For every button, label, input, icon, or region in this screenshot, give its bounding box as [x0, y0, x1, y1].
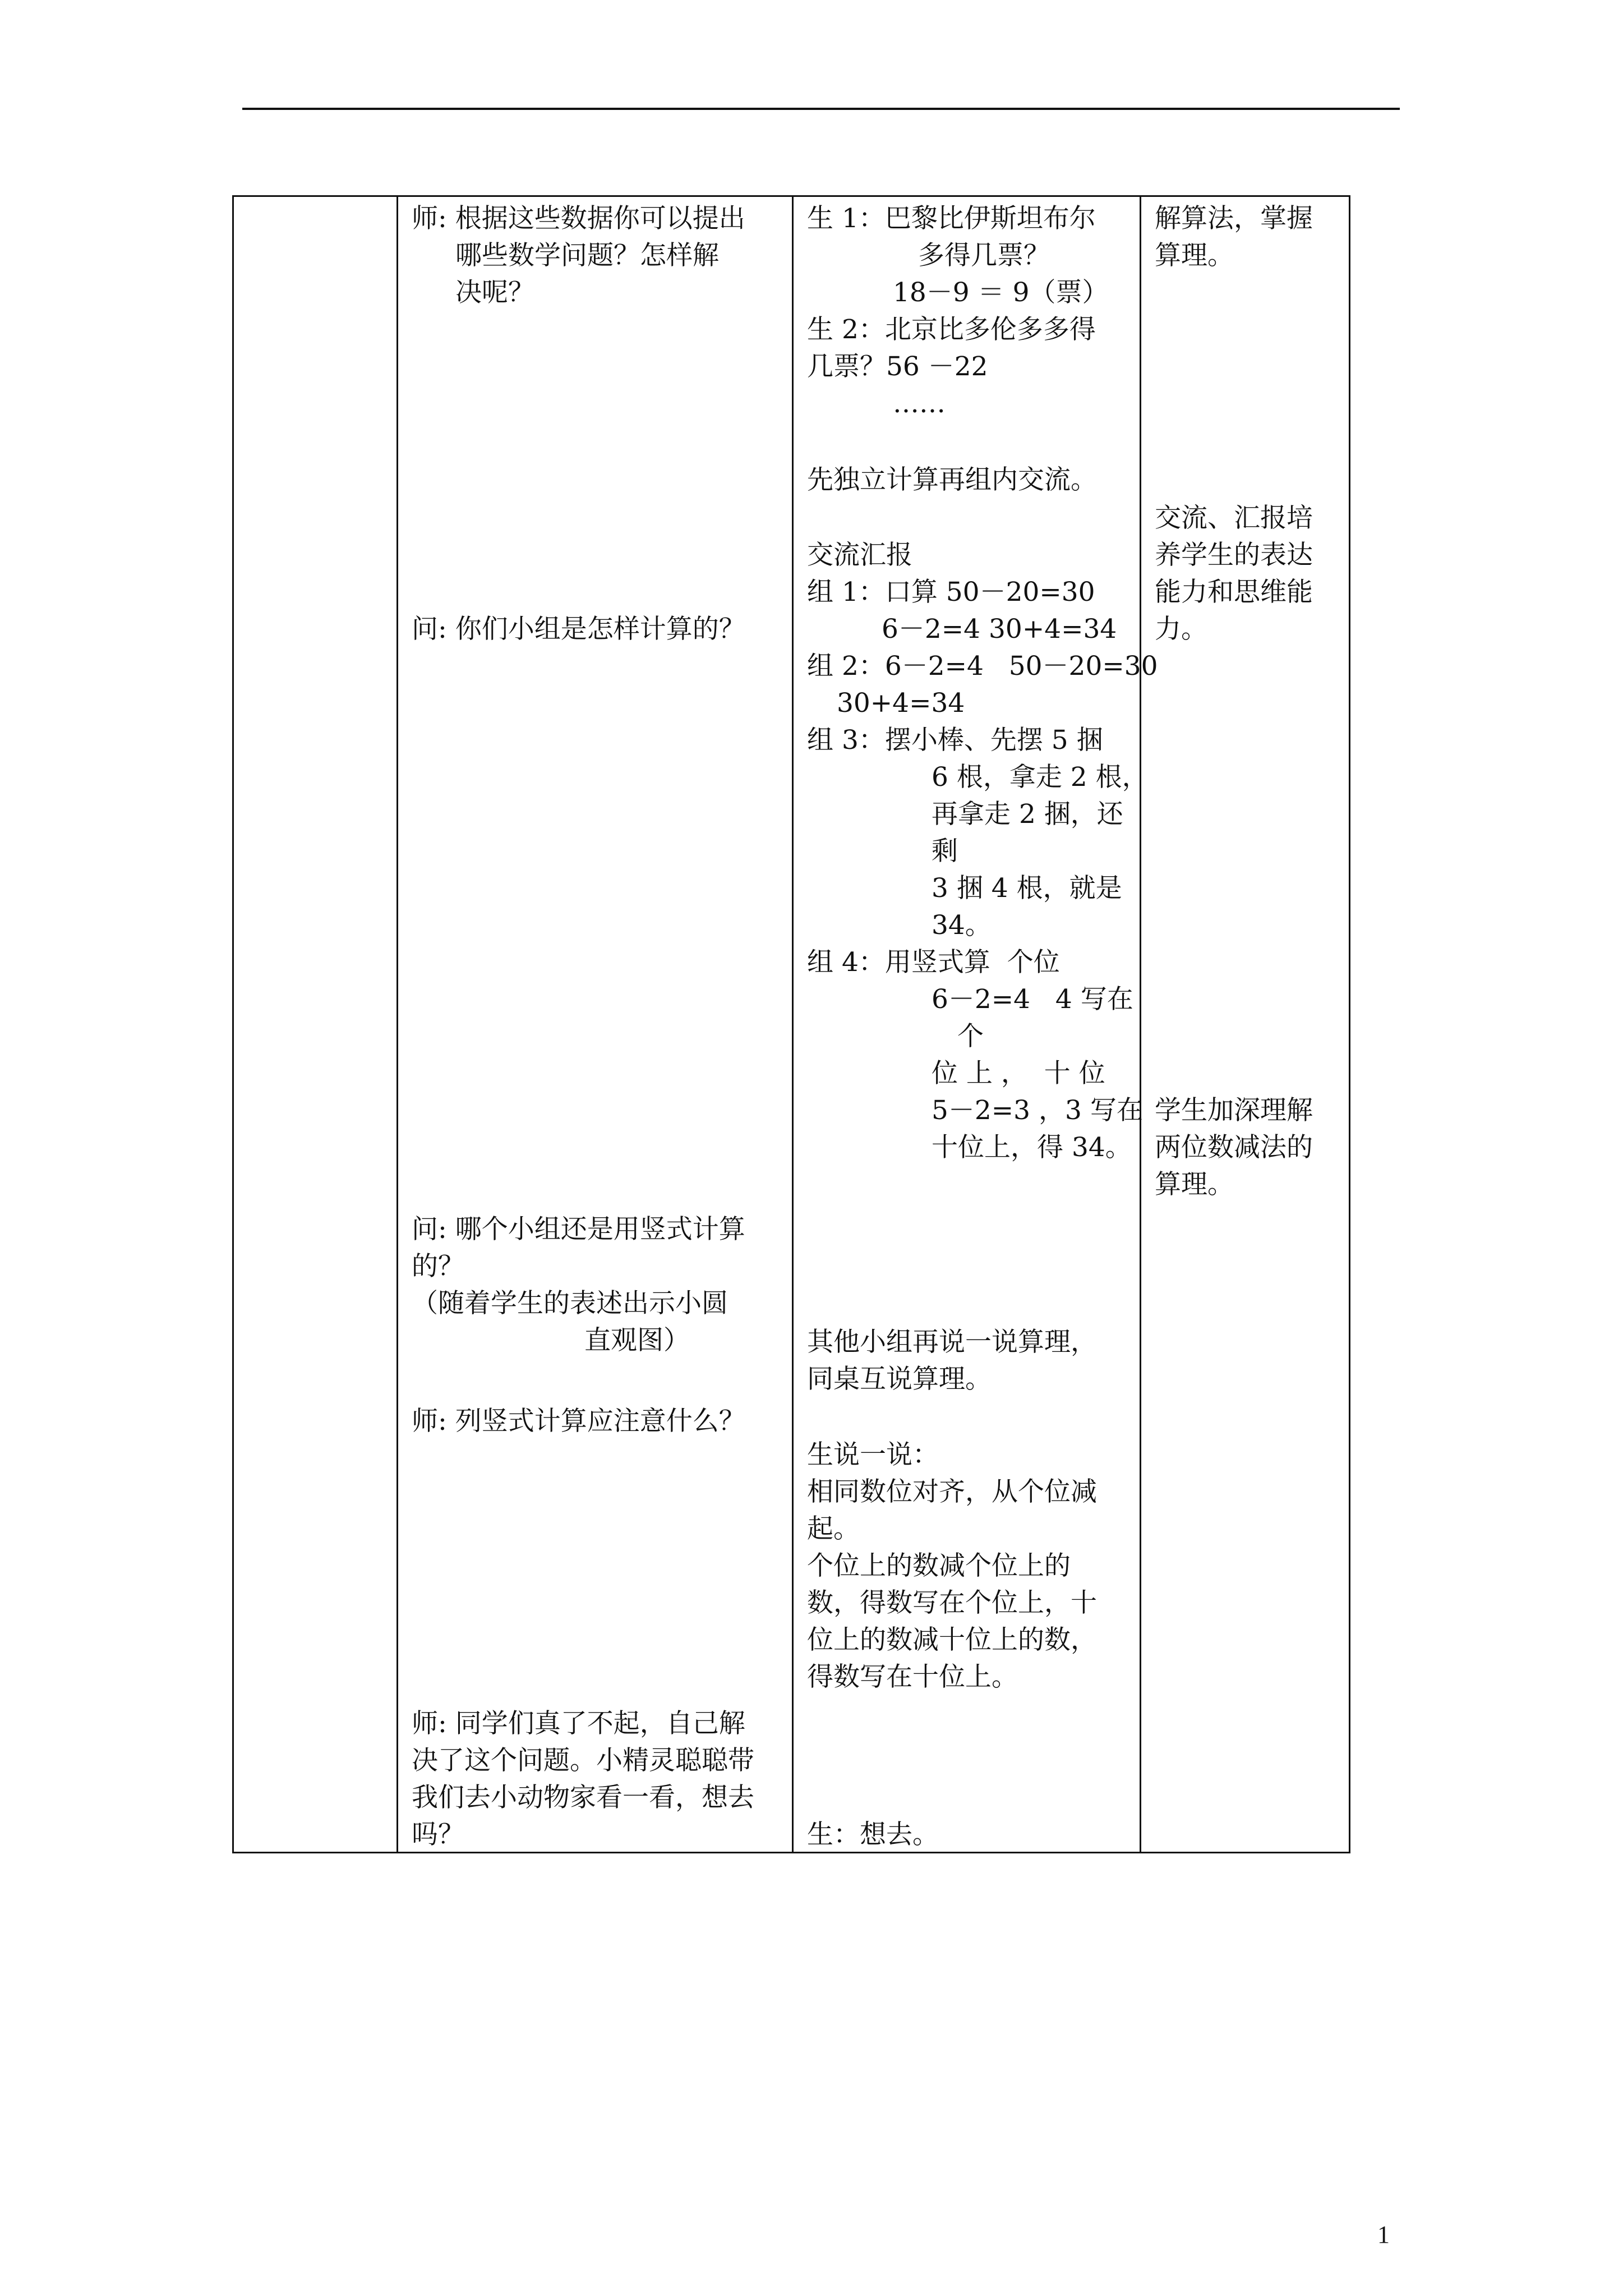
- lesson-plan-table: [232, 195, 1350, 1853]
- teacher-line: 问: 哪个小组还是用竖式计算: [412, 1214, 745, 1245]
- student-line: 30+4=34: [837, 688, 965, 719]
- intent-line: 解算法，掌握: [1155, 203, 1313, 234]
- student-line: 生 2：北京比多伦多多得: [807, 314, 1096, 345]
- student-line: 位 上 ， 十 位: [932, 1058, 1105, 1089]
- student-line: 3 捆 4 根，就是: [932, 873, 1122, 904]
- teacher-line: 师: 同学们真了不起，自己解: [412, 1708, 745, 1739]
- teacher-line: （随着学生的表述出示小圆: [412, 1288, 728, 1319]
- student-line: 起。: [807, 1513, 860, 1544]
- student-line: 数，得数写在个位上，十: [807, 1588, 1097, 1618]
- teacher-line: 决了这个问题。小精灵聪聪带: [412, 1745, 754, 1776]
- intent-line: 两位数减法的: [1155, 1132, 1313, 1163]
- student-line: 个位上的数减个位上的: [807, 1550, 1071, 1581]
- student-line: 组 2：6－2=4 50－20=30: [807, 651, 1158, 682]
- student-line: 同桌互说算理。: [807, 1364, 992, 1395]
- student-line: 得数写在十位上。: [807, 1662, 1018, 1692]
- student-line: 生：想去。: [807, 1819, 939, 1850]
- teacher-line: 师: 列竖式计算应注意什么？: [412, 1406, 745, 1437]
- teacher-line: 问: 你们小组是怎样计算的？: [412, 614, 745, 645]
- teacher-line: 的？: [412, 1251, 464, 1282]
- student-line: 相同数位对齐，从个位减: [807, 1476, 1097, 1507]
- intent-line: 养学生的表达: [1155, 540, 1313, 570]
- intent-line: 交流、汇报培: [1155, 503, 1313, 533]
- teacher-line: 直观图）: [584, 1325, 690, 1356]
- student-line: 6 根，拿走 2 根，: [932, 762, 1149, 793]
- student-line: 十位上，得 34。: [932, 1132, 1132, 1163]
- student-line: 18－9 ＝ 9（票）: [893, 277, 1109, 308]
- student-line: 34。: [932, 910, 992, 941]
- student-line: 几票？56 －22: [807, 351, 988, 382]
- student-line: 剩: [932, 836, 958, 867]
- student-line: 组 1：口算 50－20=30: [807, 577, 1095, 608]
- teacher-line: 师: 根据这些数据你可以提出: [412, 203, 745, 234]
- student-line: 先独立计算再组内交流。: [807, 464, 1097, 495]
- student-line: 5－2=3 ，3 写在: [932, 1095, 1143, 1126]
- student-line: 组 3：摆小棒、先摆 5 捆: [807, 725, 1103, 756]
- student-line: 组 4：用竖式算 个位: [807, 947, 1060, 978]
- page-number: 1: [1377, 2221, 1390, 2248]
- teacher-line: 哪些数学问题？怎样解: [455, 240, 719, 271]
- teacher-line: 决呢？: [455, 277, 534, 308]
- student-line: 6－2=4 30+4=34: [882, 614, 1117, 645]
- student-line: 生 1：巴黎比伊斯坦布尔: [807, 203, 1096, 234]
- teacher-line: 吗？: [412, 1819, 464, 1850]
- student-line: 交流汇报: [807, 540, 912, 570]
- column-divider-2: [792, 197, 794, 1852]
- student-line: 6－2=4 4 写在: [932, 984, 1133, 1015]
- student-line: 再拿走 2 捆，还: [932, 799, 1123, 830]
- column-divider-3: [1140, 197, 1141, 1852]
- intent-line: 能力和思维能: [1155, 577, 1313, 608]
- student-line: 位上的数减十位上的数，: [807, 1625, 1097, 1655]
- intent-line: 算理。: [1155, 1169, 1234, 1200]
- header-rule: [242, 108, 1400, 110]
- intent-line: 学生加深理解: [1155, 1095, 1313, 1126]
- intent-line: 力。: [1155, 614, 1207, 645]
- teacher-line: 我们去小动物家看一看，想去: [412, 1782, 754, 1813]
- student-line: ……: [893, 388, 946, 419]
- student-line: 其他小组再说一说算理，: [807, 1327, 1097, 1358]
- column-divider-1: [396, 197, 398, 1852]
- student-line: 个: [957, 1021, 984, 1052]
- student-line: 多得几票？: [918, 240, 1050, 271]
- intent-line: 算理。: [1155, 240, 1234, 271]
- student-line: 生说一说：: [807, 1439, 939, 1470]
